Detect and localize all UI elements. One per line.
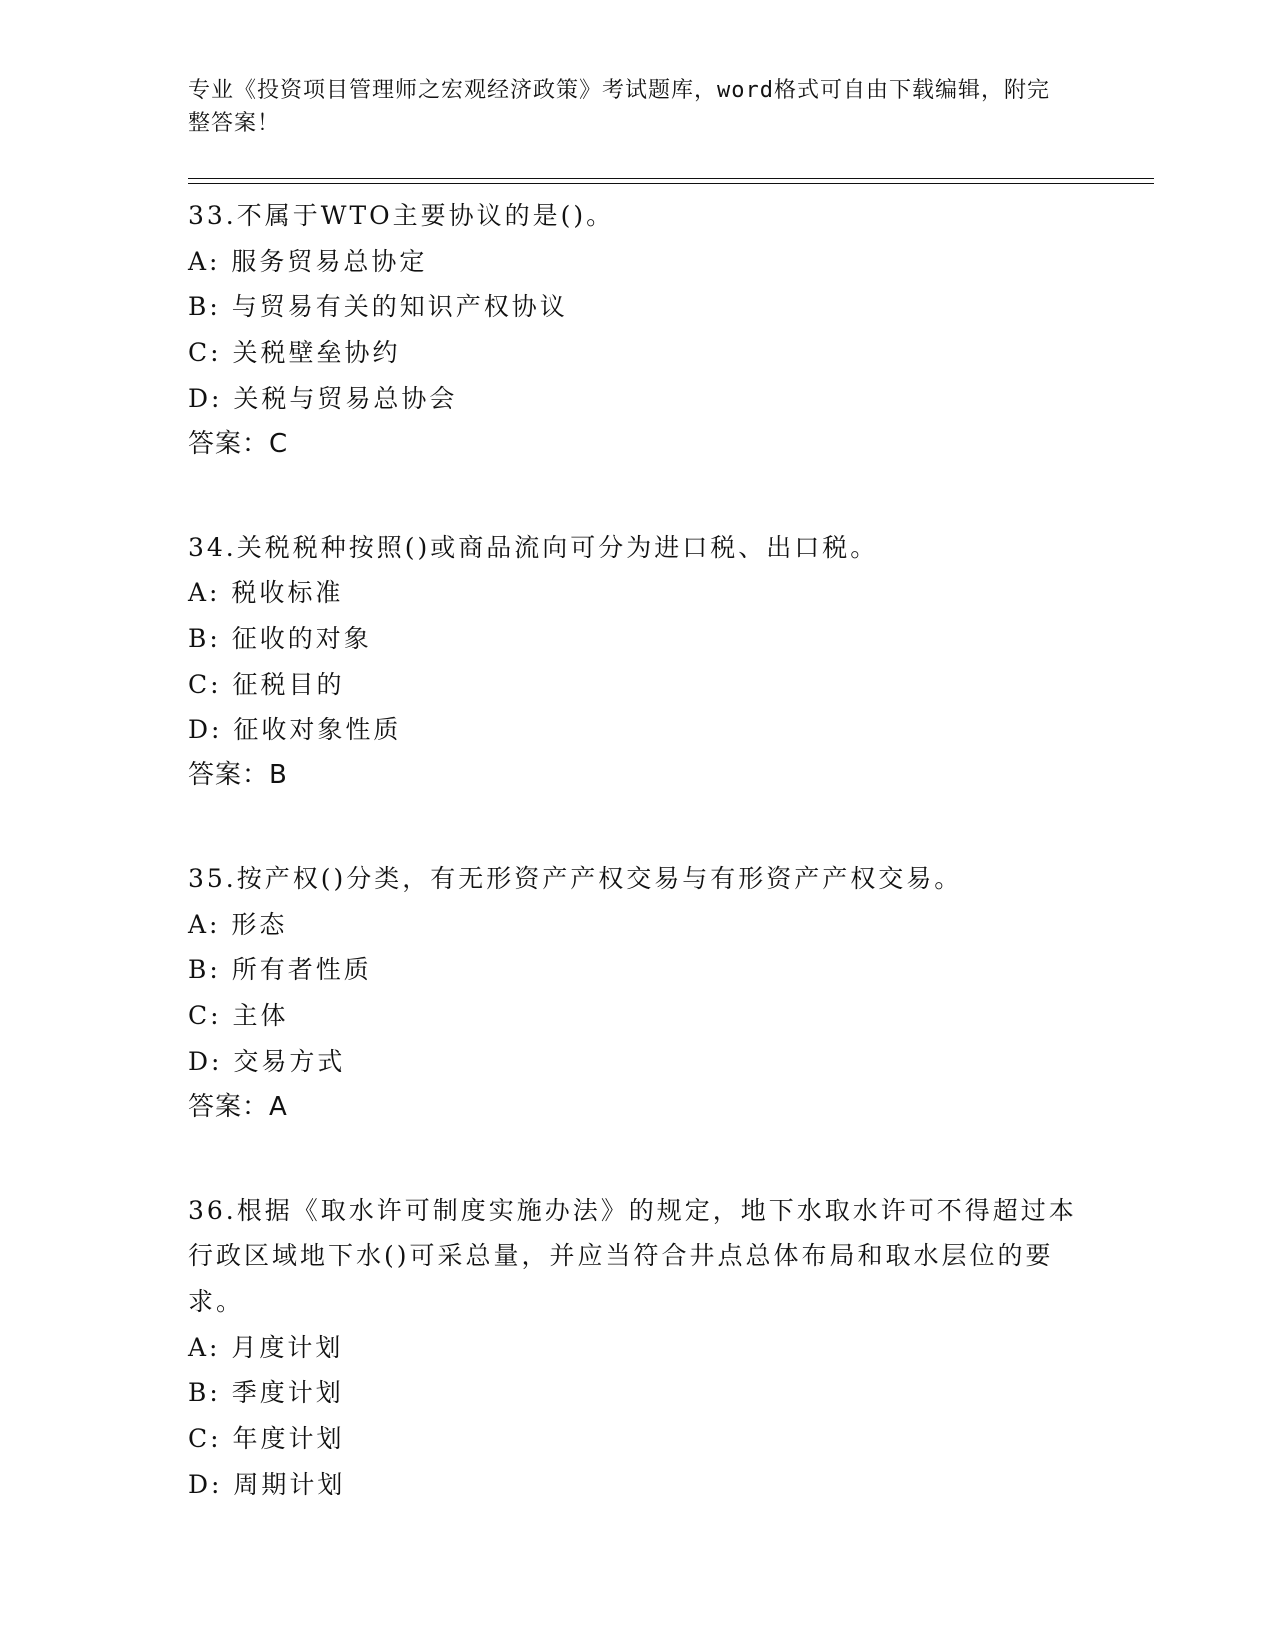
option-a: A: 月度计划 — [188, 1332, 344, 1362]
option-c: C: 年度计划 — [188, 1424, 345, 1454]
document-header: 专业《投资项目管理师之宏观经济政策》考试题库，word格式可自由下载编辑，附完整答案！ — [188, 78, 1050, 136]
question-stem: 33.不属于WTO主要协议的是()。 — [188, 201, 615, 230]
option-a: A: 形态 — [188, 909, 288, 939]
answer-line: 答案：A — [188, 1091, 288, 1122]
question-stem: 36.根据《取水许可制度实施办法》的规定，地下水取水许可不得超过本行政区域地下水()可采总量，并应当符合井点总体布局和取水层位的要求。 — [188, 1195, 1077, 1316]
question-stem: 34.关税税种按照()或商品流向可分为进口税、出口税。 — [188, 532, 879, 562]
option-b: B: 征收的对象 — [188, 623, 372, 653]
question-list — [188, 193, 1088, 1565]
option-b: B: 季度计划 — [188, 1378, 344, 1408]
option-b: B: 与贸易有关的知识产权协议 — [188, 292, 568, 322]
option-a: A: 税收标准 — [188, 578, 344, 608]
header-divider-top — [188, 178, 1154, 179]
option-c: C: 征税目的 — [188, 669, 345, 699]
question-36 — [188, 1188, 1088, 1508]
header-divider-bottom — [188, 183, 1154, 184]
option-d: D: 交易方式 — [188, 1046, 346, 1076]
option-c: C: 关税壁垒协约 — [188, 338, 401, 368]
option-b: B: 所有者性质 — [188, 955, 372, 985]
answer-line: 答案：C — [188, 428, 289, 459]
option-a: A: 服务贸易总协定 — [188, 246, 428, 276]
option-c: C: 主体 — [188, 1001, 289, 1031]
option-d: D: 周期计划 — [188, 1469, 346, 1499]
option-d: D: 关税与贸易总协会 — [188, 383, 458, 413]
question-33 — [188, 193, 1088, 467]
answer-line: 答案：B — [188, 760, 288, 791]
question-stem: 35.按产权()分类，有无形资产产权交易与有形资产产权交易。 — [188, 864, 963, 894]
question-35 — [188, 856, 1088, 1130]
option-d: D: 征收对象性质 — [188, 715, 402, 745]
question-34 — [188, 525, 1088, 799]
